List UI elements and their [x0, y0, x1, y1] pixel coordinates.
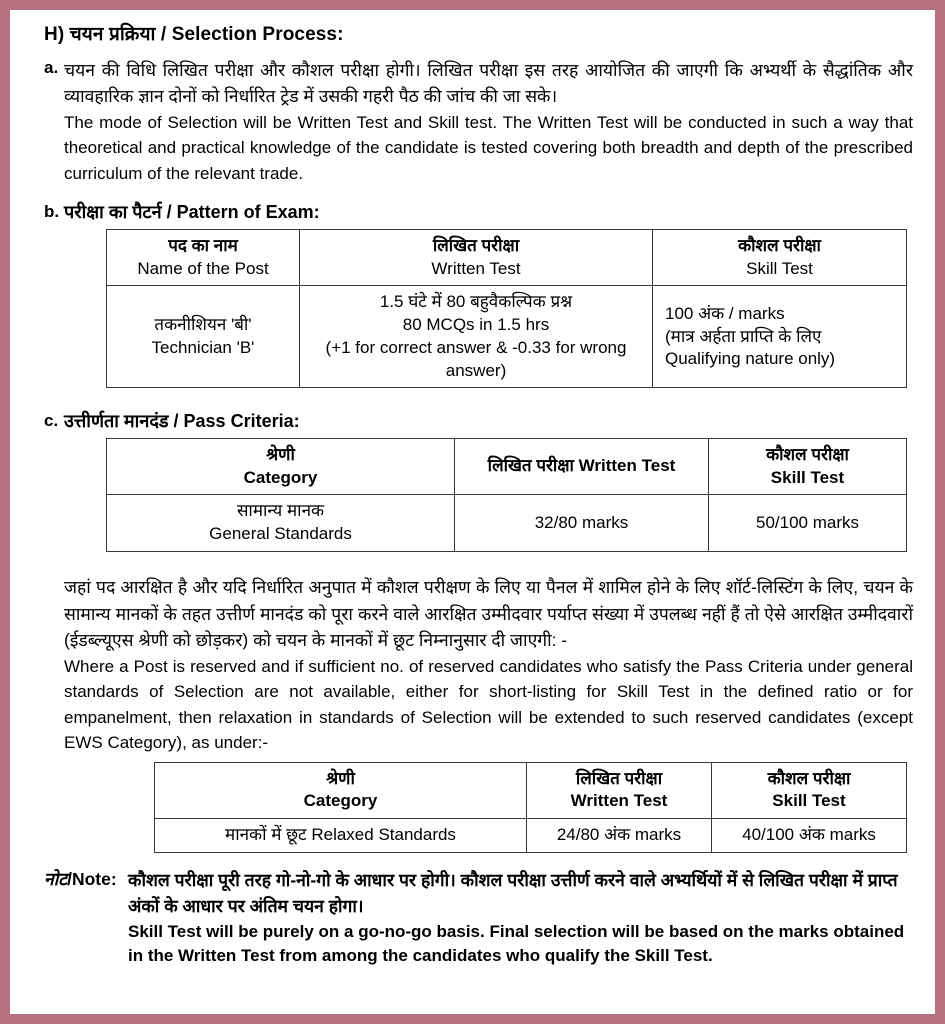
header-category-english: Category: [303, 791, 378, 811]
cell-skill-marks: [712, 819, 907, 853]
selection-mode-english: The mode of Selection will be Written Test and Skill test. The Written Test will be conducted in such a way that theoretical and practical knowledge of the candidate is tested covering both breadth and depth of the prescribed curriculum of the relevant trade.: [64, 112, 913, 183]
section-marker: H): [44, 24, 65, 45]
header-category-hindi: श्रेणी: [266, 444, 295, 464]
header-category-hindi: श्रेणी: [326, 768, 355, 788]
cell-skill-test-details: [653, 286, 907, 388]
relaxed-category-hindi: मानकों में छूट: [225, 825, 312, 845]
item-marker-b: b.: [44, 202, 60, 222]
header-written-test-english: Written Test: [570, 791, 668, 811]
pattern-of-exam-table: [106, 229, 907, 389]
header-written-test-hindi: लिखित परीक्षा: [487, 456, 579, 476]
header-post-name-english: Name of the Post: [137, 258, 269, 278]
relaxed-skill-hindi: 40/100 अंक: [742, 825, 830, 845]
header-written-test-english: Written Test: [431, 258, 521, 278]
pass-criteria-heading-english: Pass Criteria:: [183, 411, 300, 432]
note-label: [32, 867, 128, 892]
header-cell-post-name: [107, 229, 300, 286]
section-title-separator: /: [160, 24, 167, 45]
note-hindi: कौशल परीक्षा पूरी तरह गो-नो-गो के आधार पर होगी। कौशल परीक्षा उत्तीर्ण करने वाले अभ्यर्थियों में से लिखित परीक्षा में प्राप्त अंकों के आधार पर अंतिम चयन होगा।: [128, 870, 898, 917]
table-row: [107, 495, 907, 552]
relaxed-standards-table: [154, 762, 907, 853]
skill-test-line-3: Qualifying nature only): [665, 349, 836, 369]
pass-criteria-heading-hindi: उत्तीर्णता मानदंड: [64, 411, 169, 432]
written-test-line-3: (+1 for correct answer & -0.33 for wrong: [325, 337, 627, 357]
header-cell-skill-test: [712, 762, 907, 819]
header-skill-test-hindi: कौशल परीक्षा: [766, 444, 849, 464]
written-test-line-2: 80 MCQs in 1.5 hrs: [402, 315, 550, 335]
item-body-c: [64, 410, 913, 433]
relaxed-skill-english: marks: [829, 825, 876, 845]
note-label-separator: /: [67, 869, 72, 889]
header-skill-test-english: Skill Test: [770, 467, 845, 487]
header-cell-skill-test: [653, 229, 907, 286]
list-item-c: [32, 410, 913, 433]
relaxation-note-block: [32, 574, 913, 756]
note-english: Skill Test will be purely on a go-no-go basis. Final selection will be based on the marks obtained in the Written Test from among the candidates who qualify the Skill Test.: [128, 921, 905, 965]
cell-written-test-details: [300, 286, 653, 388]
cell-skill-marks: 50/100 marks: [709, 495, 907, 552]
header-written-test-english: Written Test: [578, 456, 676, 476]
cell-post-technician-b: [107, 286, 300, 388]
pass-criteria-table: [106, 438, 907, 552]
pattern-heading-english: Pattern of Exam:: [176, 202, 320, 223]
category-english: General Standards: [209, 524, 352, 544]
note-block: [32, 867, 913, 968]
page-content: [10, 10, 935, 1014]
header-skill-test-english: Skill Test: [772, 791, 846, 811]
header-post-name-hindi: पद का नाम: [168, 235, 238, 255]
header-cell-written-test: [455, 438, 709, 495]
table-row: [107, 286, 907, 388]
table-row: [155, 819, 907, 853]
table-header-row: [107, 229, 907, 286]
item-marker-a: a.: [44, 57, 59, 77]
header-cell-written-test: [527, 762, 712, 819]
note-label-hindi: नोट: [44, 869, 68, 889]
header-written-test-hindi: लिखित परीक्षा: [432, 235, 520, 255]
cell-written-marks: 32/80 marks: [455, 495, 709, 552]
cell-category-relaxed-standards: [155, 819, 527, 853]
note-label-english: Note:: [71, 869, 117, 889]
written-test-line-1: 1.5 घंटे में 80 बहुवैकल्पिक प्रश्न: [379, 292, 573, 312]
post-name-hindi: तकनीशियन 'बी': [154, 315, 252, 335]
header-category-english: Category: [243, 467, 318, 487]
note-body: [128, 867, 913, 968]
written-test-line-4: answer): [445, 360, 507, 380]
header-written-test-hindi: लिखित परीक्षा: [575, 768, 663, 788]
relaxation-hindi: जहां पद आरक्षित है और यदि निर्धारित अनुपात में कौशल परीक्षण के लिए या पैनल में शामिल होने के लिए शॉर्ट-लिस्टिंग के लिए, चयन के सामान्य मानकों के तहत उत्तीर्ण मानदंड को पूरा करने वाले आरक्षित उम्मीदवार पर्याप्त संख्या में उपलब्ध नहीं हैं तो ऐसे आरक्षित उम्मीदवारों (ईडब्ल्यूएस श्रेणी को छोड़कर) को चयन के मानकों में छूट निम्नानुसार दी जाएगी: -: [64, 576, 913, 651]
post-name-english: Technician 'B': [151, 337, 255, 357]
relaxed-written-english: marks: [634, 825, 682, 845]
list-item-b: [32, 201, 913, 224]
pattern-heading-separator: /: [161, 202, 177, 223]
header-skill-test-hindi: कौशल परीक्षा: [767, 768, 851, 788]
table-header-row: [155, 762, 907, 819]
item-marker-c: c.: [44, 411, 59, 431]
cell-written-marks: [527, 819, 712, 853]
category-hindi: सामान्य मानक: [236, 501, 325, 521]
header-cell-category: [107, 438, 455, 495]
header-cell-category: [155, 762, 527, 819]
pattern-heading-hindi: परीक्षा का पैटर्न: [64, 202, 162, 223]
section-title-hindi: चयन प्रक्रिया: [69, 24, 156, 45]
pass-criteria-heading-separator: /: [168, 411, 184, 432]
header-skill-test-english: Skill Test: [746, 258, 813, 278]
skill-test-line-1: 100 अंक / marks: [665, 303, 785, 323]
header-skill-test-hindi: कौशल परीक्षा: [738, 235, 821, 255]
skill-test-line-2: (मात्र अर्हता प्राप्ति के लिए: [665, 326, 822, 346]
relaxed-written-hindi: 24/80 अंक: [556, 825, 635, 845]
header-cell-written-test: [300, 229, 653, 286]
pass-criteria-heading: [64, 410, 913, 433]
section-heading: [44, 24, 913, 47]
section-title-english: Selection Process:: [171, 24, 344, 45]
cell-category-general-standards: [107, 495, 455, 552]
list-item-a: [32, 57, 913, 187]
relaxed-category-english: Relaxed Standards: [311, 825, 456, 845]
table-header-row: [107, 438, 907, 495]
selection-mode-hindi: चयन की विधि लिखित परीक्षा और कौशल परीक्षा होगी। लिखित परीक्षा इस तरह आयोजित की जाएगी कि अभ्यर्थी के सैद्धांतिक और व्यावहारिक ज्ञान दोनों को निर्धारित ट्रेड में उसकी गहरी पैठ की जांच की जा सके।: [64, 59, 913, 107]
relaxation-body: [64, 574, 913, 756]
relaxation-english: Where a Post is reserved and if sufficient no. of reserved candidates who satisfy the Pass Criteria under general standards of Selection are not available, either for short-listing for Skill Test in the defined ratio or for empanelment, then relaxation in standards of Selection will be extended to such reserved candidates (except EWS Category), as under:-: [64, 656, 913, 753]
pattern-of-exam-heading: [64, 201, 913, 224]
item-body-a: [64, 57, 913, 187]
item-body-b: [64, 201, 913, 224]
header-cell-skill-test: [709, 438, 907, 495]
